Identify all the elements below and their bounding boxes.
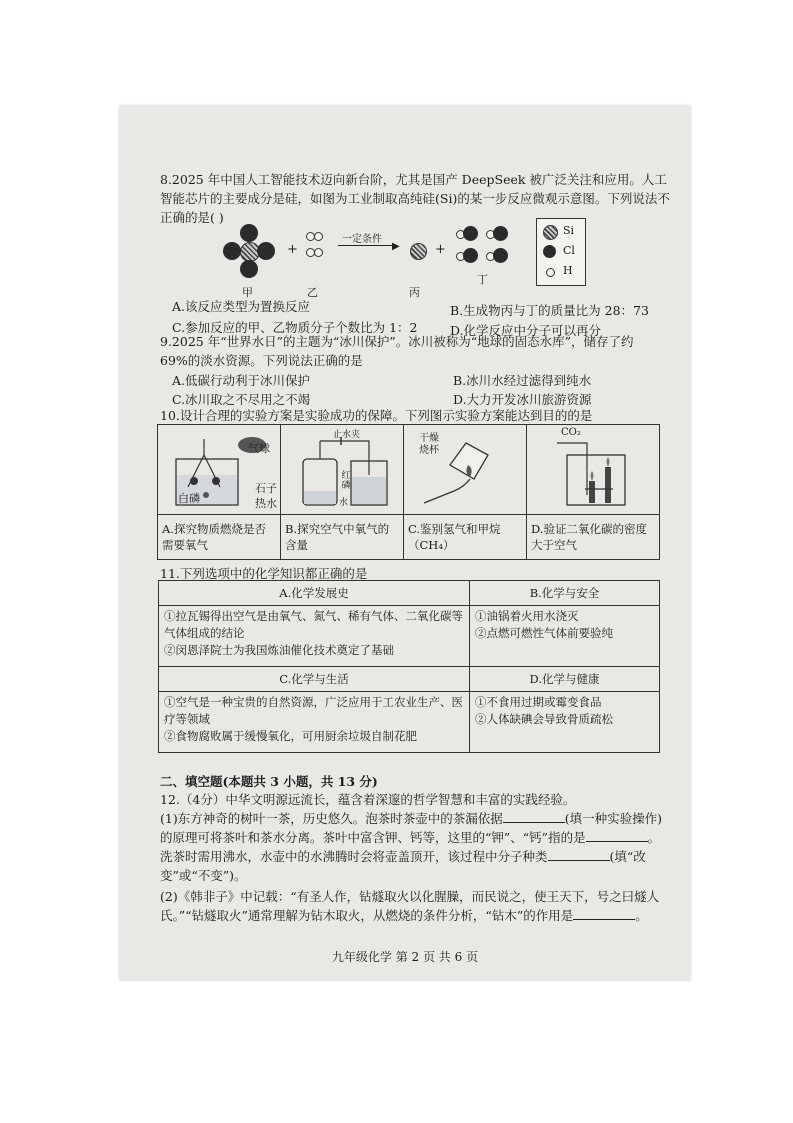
q11-a-title[interactable]: A.化学发展史	[159, 581, 470, 606]
exam-page	[120, 106, 690, 980]
q11-c-item-1: ①空气是一种宝贵的自然资源，广泛应用于工农业生产、医疗等领域	[164, 695, 463, 726]
q11-a-item-2: ②闵恩泽院士为我国炼油催化技术奠定了基础	[164, 643, 394, 657]
q8-option-b[interactable]: B.生成物丙与丁的质量比为 28：73	[450, 303, 649, 318]
q11-c-title[interactable]: C.化学与生活	[159, 667, 470, 692]
q8-option-c[interactable]: C.参加反应的甲、乙物质分子个数比为 1：2	[172, 320, 418, 335]
q12-blank-3[interactable]	[548, 848, 610, 861]
label-dry-beaker: 干燥烧杯	[419, 433, 439, 456]
label-co2: CO₂	[561, 427, 581, 438]
q10-option-c[interactable]: C.鉴别氢气和甲烷（CH₄）	[404, 515, 527, 560]
q11-d-item-2: ②人体缺碘会导致骨质疏松	[475, 712, 613, 726]
label-jia: 甲	[242, 286, 253, 299]
q10-experiment-table	[157, 424, 660, 560]
label-yi: 乙	[307, 286, 318, 299]
q12-intro: 12.（4分）中华文明源远流长，蕴含着深邃的哲学智慧和丰富的实践经验。	[160, 792, 576, 807]
q9-option-a[interactable]: A.低碳行动利于冰川保护	[172, 373, 311, 388]
q11-stem: 11.下列选项中的化学知识都正确的是	[160, 566, 368, 581]
q8-legend: Si Cl H	[536, 218, 586, 286]
reaction-condition: 一定条件	[342, 234, 382, 245]
q10-option-d[interactable]: D.验证二氧化碳的密度大于空气	[527, 515, 660, 560]
label-white-phosphorus: 白磷	[178, 492, 200, 505]
q11-d-title[interactable]: D.化学与健康	[470, 667, 660, 692]
q11-c-item-2: ②食物腐败属于缓慢氧化，可用厨余垃圾自制花肥	[164, 729, 417, 743]
label-water: 水	[339, 498, 349, 508]
q10-option-a[interactable]: A.探究物质燃烧是否需要氧气	[158, 515, 281, 560]
q11-b-item-1: ①油锅着火用水浇灭	[475, 609, 579, 623]
q8-reaction-diagram: + 一定条件 ▶ + 甲 乙 丙 丁	[220, 224, 530, 284]
q11-a-item-1: ①拉瓦锡得出空气是由氧气、氮气、稀有气体、二氧化碳等气体组成的结论	[164, 609, 463, 640]
cl-atom	[257, 242, 275, 260]
q9-option-d[interactable]: D.大力开发冰川旅游资源	[453, 392, 592, 407]
q12-part-2: (2)《韩非子》中记载：“有圣人作，钻燧取火以化腥臊，而民说之，使王天下，号之曰燧人氏。”“钻燧取火”通常理解为钻木取火，从燃烧的条件分析，“钻木”的作用是 。	[160, 889, 660, 923]
cl-atom	[240, 260, 258, 278]
label-clamp: 止水夹	[333, 430, 361, 440]
label-hot-water: 热水	[255, 497, 277, 510]
q10-option-b[interactable]: B.探究空气中氧气的含量	[281, 515, 404, 560]
q10-figure-b	[281, 425, 404, 515]
page-footer: 九年级化学 第 2 页 共 6 页	[331, 950, 479, 964]
q11-d-item-1: ①不食用过期或霉变食品	[475, 695, 602, 709]
cl-atom	[240, 224, 258, 242]
label-ding: 丁	[477, 273, 488, 286]
q11-b-title[interactable]: B.化学与安全	[470, 581, 660, 606]
label-bing: 丙	[409, 286, 420, 299]
q9-option-c[interactable]: C.冰川取之不尽用之不竭	[172, 392, 311, 407]
q8-stem: 8.2025 年中国人工智能技术迈向新台阶，尤其是国产 DeepSeek 被广泛关注和应用。人工智能芯片的主要成分是硅，如图为工业制取高纯硅(Si)的某一步反应微观示意图。下列说法不正确的是( )	[160, 172, 670, 225]
q9-stem: 9.2025 年“世界水日”的主题为“冰川保护”。冰川被称为“地球的固态水库”，储存了约 69%的淡水资源。下列说法正确的是	[160, 334, 634, 368]
cl-atom	[223, 242, 241, 260]
q9-option-b[interactable]: B.冰川水经过滤得到纯水	[453, 373, 592, 388]
q12-blank-2[interactable]	[586, 829, 648, 842]
label-balloon: 气球	[248, 442, 270, 455]
label-red-phosphorus: 红磷	[341, 471, 351, 491]
q11-knowledge-table	[158, 580, 660, 753]
q8-option-a[interactable]: A.该反应类型为置换反应	[172, 299, 311, 314]
q8-option-d[interactable]: D.化学反应中分子可以再分	[450, 323, 602, 338]
q12-blank-1[interactable]	[503, 810, 565, 823]
q10-figure-c	[404, 425, 527, 515]
label-stone: 石子	[255, 482, 277, 495]
q12-blank-4[interactable]	[573, 907, 635, 920]
q11-b-item-2: ②点燃可燃性气体前要验纯	[475, 626, 613, 640]
section-2-heading: 二、填空题(本题共 3 小题，共 13 分)	[160, 774, 378, 789]
q10-stem: 10.设计合理的实验方案是实验成功的保障。下列图示实验方案能达到目的的是	[160, 408, 593, 423]
q10-figure-d	[527, 425, 660, 515]
q10-figure-a	[158, 425, 281, 515]
q12-part-1: (1)东方神奇的树叶一茶，历史悠久。泡茶时茶壶中的茶漏依据 (填一种实验操作)的原理可将茶叶和茶水分离。茶叶中富含钾、钙等，这里的“钾”、“钙”指的是 。洗茶时需用沸水，水壶中的水沸腾时会将壶盖顶开，该过程中分子种类 (填“改变”或“不变”)。	[160, 811, 662, 883]
